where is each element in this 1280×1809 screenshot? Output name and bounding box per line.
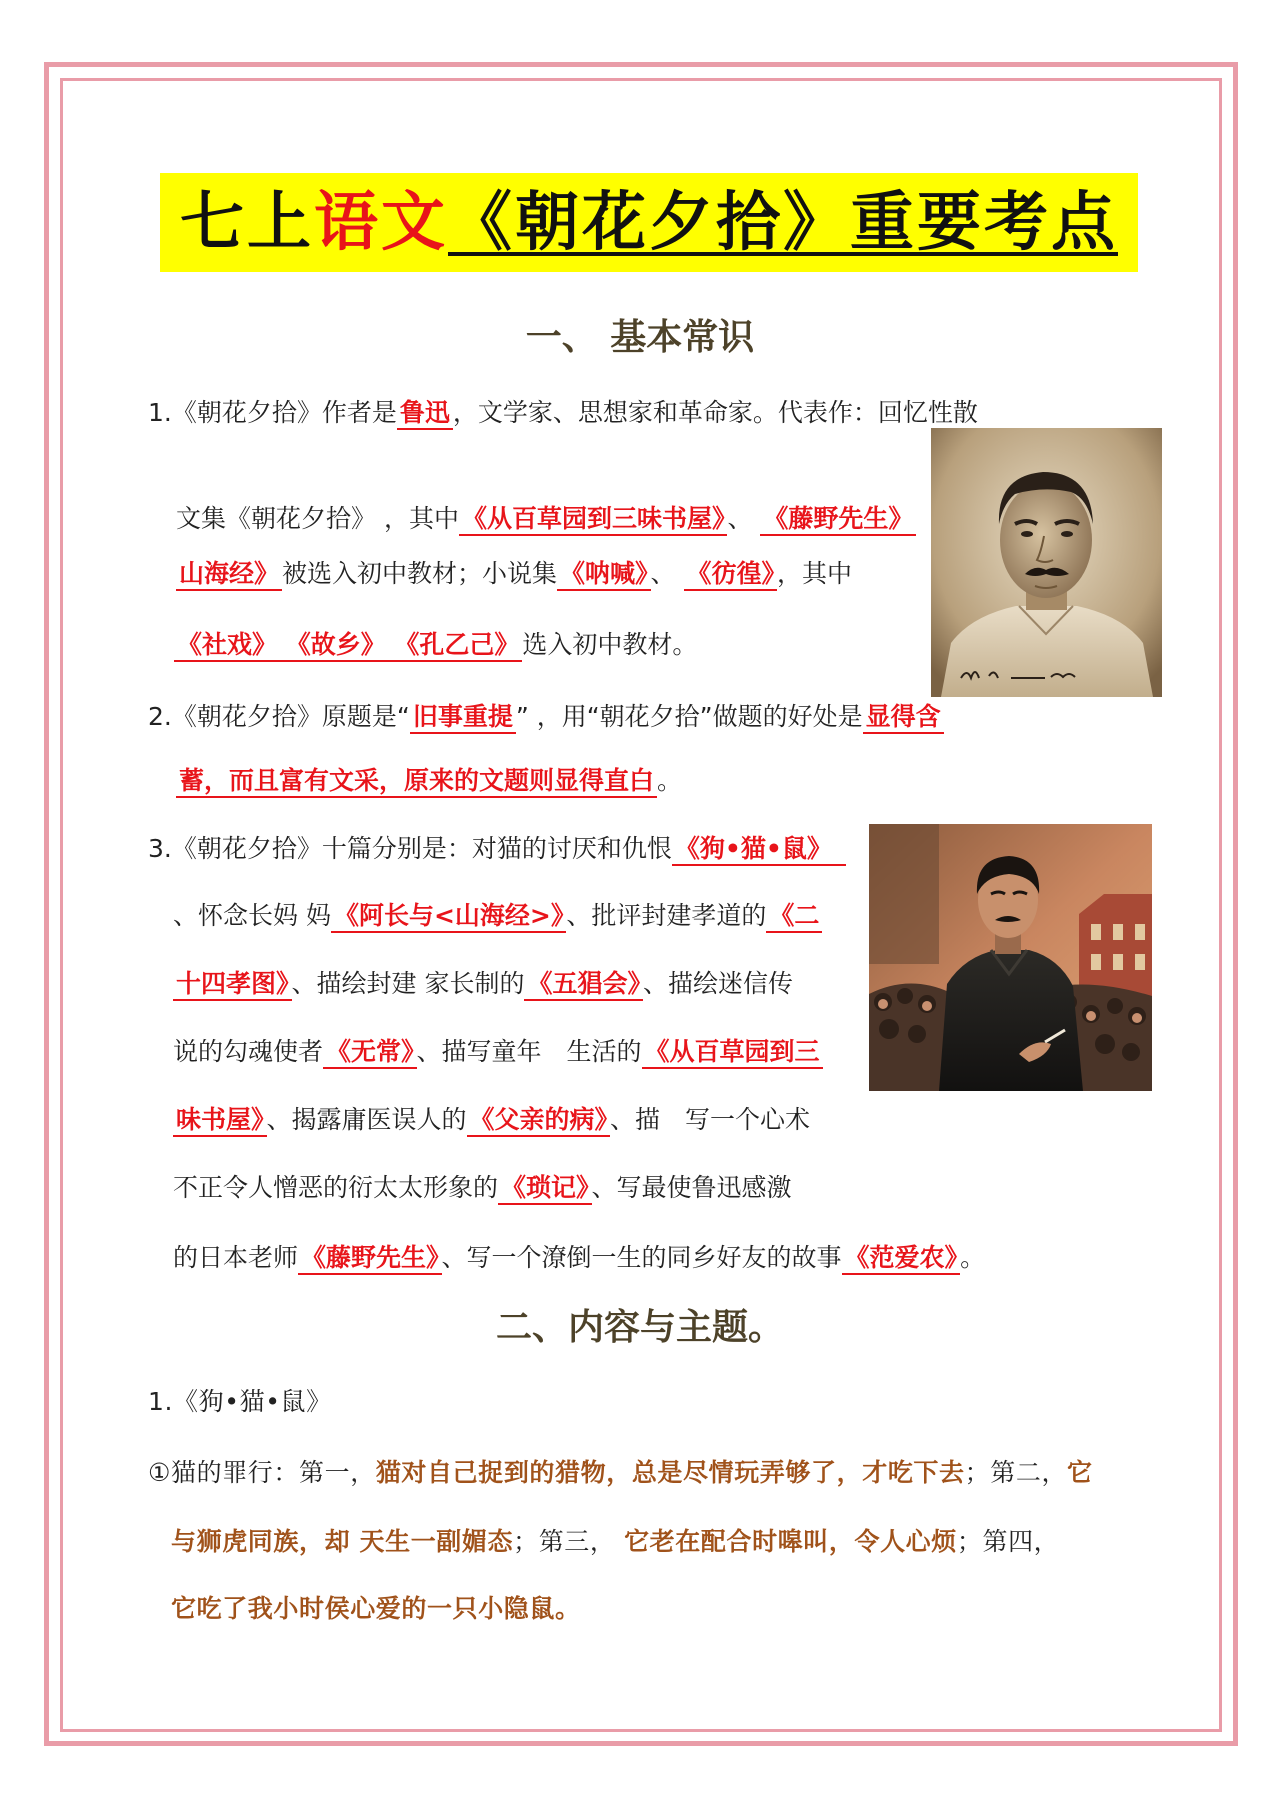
line-text: 、 <box>727 504 761 533</box>
line-text: 。 <box>657 766 683 795</box>
s2-line-1 <box>148 1386 332 1418</box>
answer-highlight: 《从百草园到三味书屋》 <box>459 504 728 536</box>
s1-line-12 <box>173 1172 792 1204</box>
line-text: 2.《朝花夕拾》原题是“ <box>148 702 410 731</box>
line-text: 不正令人憎恶的衍太太形象的 <box>173 1173 499 1202</box>
s1-line-13 <box>173 1242 985 1274</box>
line-text: 。 <box>960 1243 986 1272</box>
key-point: 它 <box>1067 1458 1093 1487</box>
s1-line-9 <box>173 968 793 1000</box>
s2-line-3 <box>171 1526 1059 1558</box>
answer-highlight: 《彷徨》 <box>684 559 778 591</box>
section-heading-content-theme: 二、内容与主题。 <box>495 1307 784 1348</box>
page-title <box>180 185 1118 260</box>
answer-highlight: 《藤野先生》 <box>760 504 916 536</box>
section-heading-basics: 一、 基本常识 <box>525 317 755 358</box>
portrait-photo <box>931 428 1162 697</box>
answer-highlight: 旧事重提 <box>410 702 516 734</box>
answer-author: 鲁迅 <box>397 398 453 430</box>
answer-highlight: 《范爱农》 <box>842 1243 961 1275</box>
answer-highlight: 《琐记》 <box>498 1173 592 1205</box>
s1-line-1 <box>148 397 978 429</box>
line-text: 的日本老师 <box>173 1243 299 1272</box>
subsection-title: 1.《狗•猫•鼠》 <box>148 1387 332 1416</box>
s1-line-8 <box>173 900 822 932</box>
answer-highlight: 《从百草园到三 <box>642 1037 823 1069</box>
line-text: 被选入初中教材；小说集 <box>282 559 558 588</box>
line-text: 、批评封建孝道的 <box>566 901 767 930</box>
s1-line-6 <box>176 765 682 797</box>
line-text: 、描写童年 生活的 <box>416 1037 642 1066</box>
line-text: 1.《朝花夕拾》作者是 <box>148 398 397 427</box>
key-point: 与狮虎同族，却 天生一副媚态 <box>171 1527 514 1556</box>
portrait-painting <box>869 824 1152 1091</box>
answer-highlight: 山海经》 <box>176 559 282 591</box>
line-text: 、描 写一个心术 <box>610 1105 811 1134</box>
answer-highlight: 《父亲的病》 <box>467 1105 611 1137</box>
line-text: 说的勾魂使者 <box>173 1037 324 1066</box>
title-banner <box>160 173 1138 272</box>
line-text: 选入初中教材。 <box>522 630 698 659</box>
s1-line-5 <box>148 701 944 733</box>
s1-line-11 <box>173 1104 810 1136</box>
line-text: 、 <box>650 559 684 588</box>
line-text: 、揭露庸医误人的 <box>266 1105 467 1134</box>
s1-line-7 <box>148 833 846 865</box>
s1-line-2 <box>176 503 916 535</box>
answer-highlight: 《狗•猫•鼠》 <box>672 834 846 866</box>
answer-highlight: 《无常》 <box>323 1037 417 1069</box>
key-point: 它老在配合时嗥叫，令人心烦 <box>624 1527 957 1556</box>
answer-highlight: 蓄，而且富有文采，原来的文题则显得直白 <box>176 766 657 798</box>
title-suffix: 重要考点 <box>850 185 1118 260</box>
answer-highlight: 《藤野先生》 <box>298 1243 442 1275</box>
line-text: 、描绘封建 家长制的 <box>291 969 525 998</box>
key-point: 猫对自己捉到的猎物，总是尽情玩弄够了，才吃下去 <box>375 1458 965 1487</box>
title-prefix: 七上 <box>180 185 314 260</box>
line-text: ，其中 <box>777 559 853 588</box>
line-text: ；第四， <box>956 1527 1060 1556</box>
answer-highlight: 味书屋》 <box>173 1105 267 1137</box>
line-text: 文集《朝花夕拾》 ，其中 <box>176 504 459 533</box>
answer-highlight: 十四孝图》 <box>173 969 292 1001</box>
title-subject: 语文 <box>314 185 448 260</box>
title-underlined <box>448 186 1118 260</box>
line-text: ①猫的罪行：第一， <box>148 1458 376 1487</box>
line-text: 、写一个潦倒一生的同乡好友的故事 <box>441 1243 842 1272</box>
answer-highlight: 《阿长与<山海经>》 <box>331 901 566 933</box>
line-text: 3.《朝花夕拾》十篇分别是：对猫的讨厌和仇恨 <box>148 834 672 863</box>
line-text: ，文学家、思想家和革命家。代表作：回忆性散 <box>452 398 978 427</box>
answer-highlight: 《社戏》 《故乡》 《孔乙己》 <box>174 630 522 662</box>
answer-highlight: 显得含 <box>863 702 944 734</box>
line-text: ” ，用“朝花夕拾”做题的好处是 <box>515 702 863 731</box>
s2-line-2 <box>148 1457 1093 1489</box>
line-text: ；第二， <box>964 1458 1068 1487</box>
answer-highlight: 《五猖会》 <box>524 969 643 1001</box>
line-text: 、写最使鲁迅感激 <box>591 1173 792 1202</box>
answer-highlight: 《二 <box>766 901 822 933</box>
s1-line-4 <box>174 629 697 661</box>
s1-line-3 <box>176 558 852 590</box>
line-text: ；第三， <box>513 1527 625 1556</box>
title-book: 《朝花夕拾》 <box>448 185 850 260</box>
key-point: 它吃了我小时侯心爱的一只小隐鼠。 <box>171 1594 581 1623</box>
line-text: 、描绘迷信传 <box>642 969 793 998</box>
s2-line-4 <box>171 1593 581 1625</box>
s1-line-10 <box>173 1036 823 1068</box>
answer-highlight: 《呐喊》 <box>557 559 651 591</box>
line-text: 、怀念长妈 妈 <box>173 901 331 930</box>
